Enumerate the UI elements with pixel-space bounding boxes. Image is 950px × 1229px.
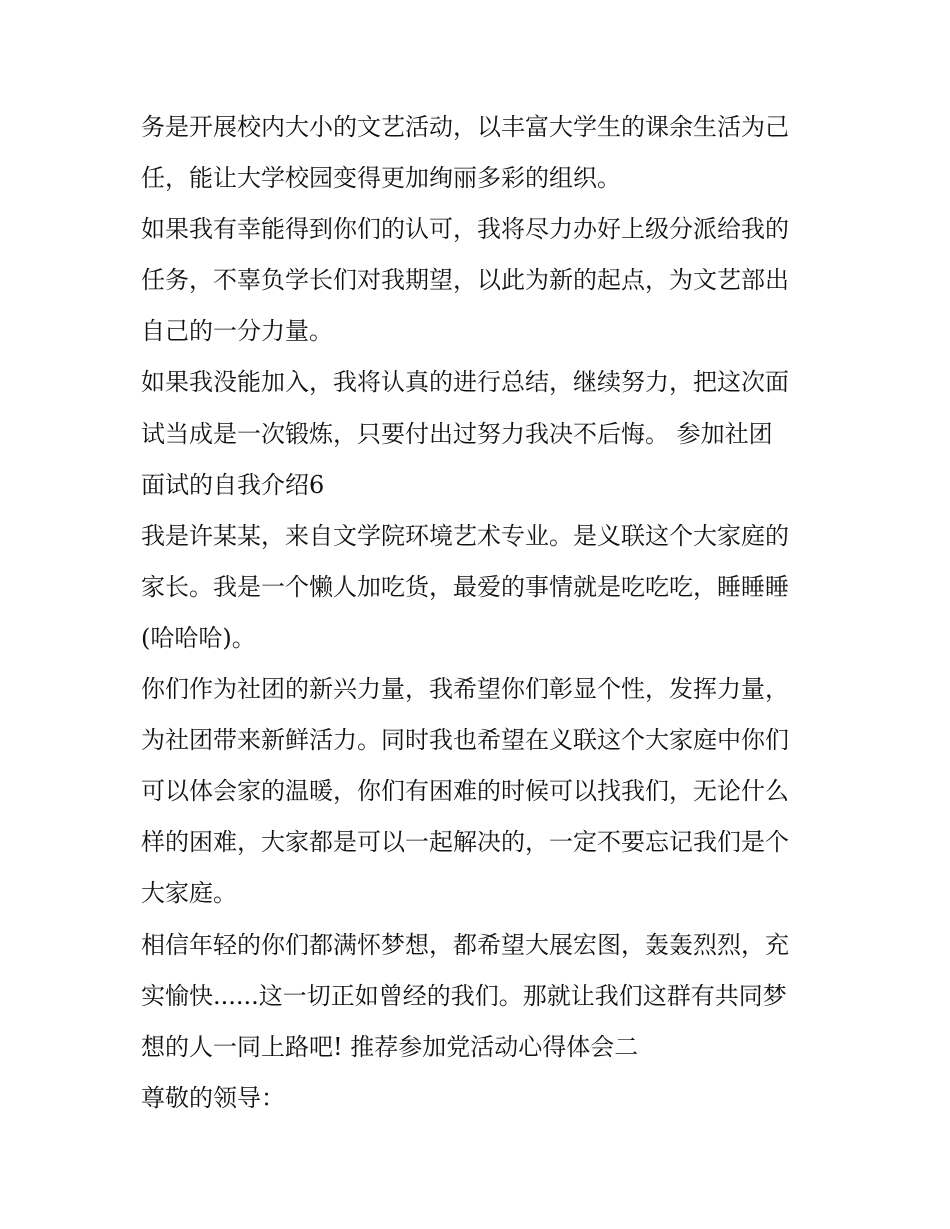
text-line: 为社团带来新鲜活力。同时我也希望在义联这个大家庭中你们 <box>141 726 789 755</box>
text-line: 样的困难，大家都是可以一起解决的，一定不要忘记我们是个 <box>141 828 789 857</box>
text-line: 实愉快......这一切正如曾经的我们。那就让我们这群有共同梦 <box>141 981 787 1010</box>
text-line: 你们作为社团的新兴力量，我希望你们彰显个性，发挥力量， <box>141 675 789 704</box>
salutation: 尊敬的领导： <box>141 1083 285 1112</box>
text-line: (哈哈哈)。 <box>141 623 256 652</box>
text-line: 如果我没能加入，我将认真的进行总结，继续努力，把这次面 <box>141 368 789 397</box>
section-heading: 面试的自我介绍6 <box>141 470 325 499</box>
text-line: 大家庭。 <box>141 879 237 908</box>
text-line: 想的人一同上路吧! 推荐参加党活动心得体会二 <box>141 1032 639 1061</box>
text-line: 如果我有幸能得到你们的认可，我将尽力办好上级分派给我的 <box>141 215 789 244</box>
text-line: 任务，不辜负学长们对我期望，以此为新的起点，为文艺部出 <box>141 266 789 295</box>
text-line: 自己的一分力量。 <box>141 317 333 346</box>
text-line: 相信年轻的你们都满怀梦想，都希望大展宏图，轰轰烈烈，充 <box>141 930 789 959</box>
text-line: 试当成是一次锻炼，只要付出过努力我决不后悔。 参加社团 <box>141 419 773 448</box>
text-line: 任，能让大学校园变得更加绚丽多彩的组织。 <box>141 164 621 193</box>
text-line: 我是许某某，来自文学院环境艺术专业。是义联这个大家庭的 <box>141 521 789 550</box>
document-body <box>141 102 821 1124</box>
text-line: 可以体会家的温暖，你们有困难的时候可以找我们，无论什么 <box>141 777 789 806</box>
text-line: 家长。我是一个懒人加吃货，最爱的事情就是吃吃吃，睡睡睡 <box>141 572 789 601</box>
text-line: 务是开展校内大小的文艺活动，以丰富大学生的课余生活为己 <box>141 113 789 141</box>
